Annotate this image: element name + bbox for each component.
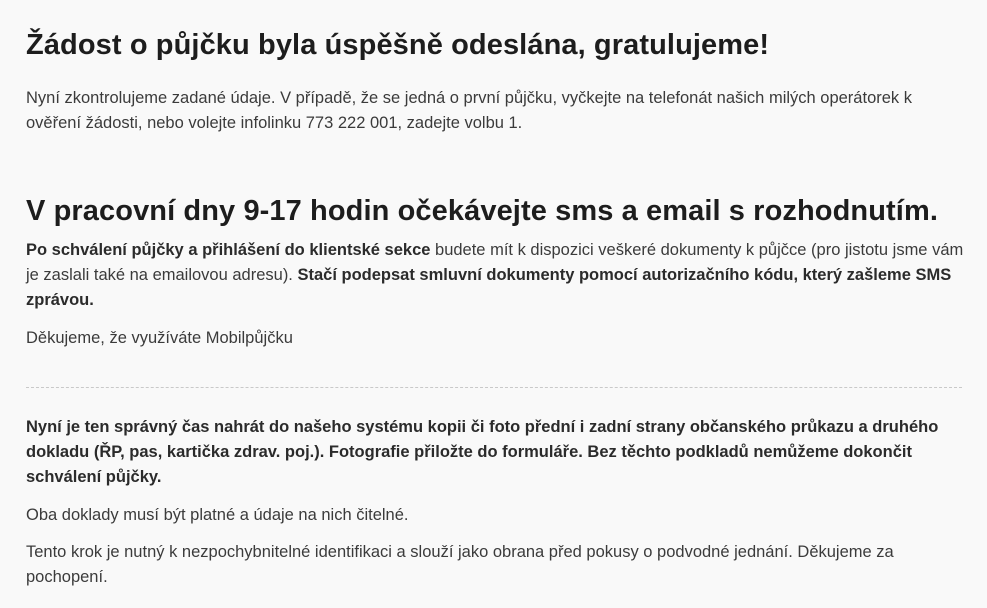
success-heading: Žádost o půjčku byla úspěšně odeslána, gratulujeme!: [26, 29, 770, 61]
approval-normal-text: budete mít k dispozici veškeré dokumenty k půjčce (pro jistotu jsme vám je zaslali také na emailovou adresu).: [26, 241, 964, 284]
thanks-paragraph: Děkujeme, že využíváte Mobilpůjčku: [26, 329, 293, 347]
documents-validity-note: Oba doklady musí být platné a údaje na nich čitelné.: [26, 506, 409, 524]
upload-instructions-text: Nyní je ten správný čas nahrát do našeho systému kopii či foto přední i zadní strany občanského průkazu a druhého dokladu (ŘP, pas, kartička zdrav. poj.). Fotografie přiložte do formuláře. Bez těchto podkladů nemůžeme dokončit schválení půjčky.: [26, 418, 939, 486]
identification-reason-note: Tento krok je nutný k nezpochybnitelné identifikaci a slouží jako obrana před pokusy o podvodné jednání. Děkujeme za pochopení.: [26, 543, 894, 586]
approval-bold-end: Stačí podepsat smluvní dokumenty pomocí autorizačního kódu, který zašleme SMS zprávou.: [26, 266, 952, 309]
section-divider: [26, 387, 962, 388]
approval-paragraph: [26, 238, 966, 313]
intro-paragraph: Nyní zkontrolujeme zadané údaje. V případě, že se jedná o první půjčku, vyčkejte na telefonát našich milých operátorek k ověření žádosti, nebo volejte infolinku 773 222 001, zadejte volbu 1.: [26, 89, 912, 132]
approval-bold-start: Po schválení půjčky a přihlášení do klientské sekce: [26, 241, 431, 259]
decision-heading: V pracovní dny 9-17 hodin očekávejte sms a email s rozhodnutím.: [26, 195, 939, 227]
upload-instructions: [26, 415, 966, 490]
